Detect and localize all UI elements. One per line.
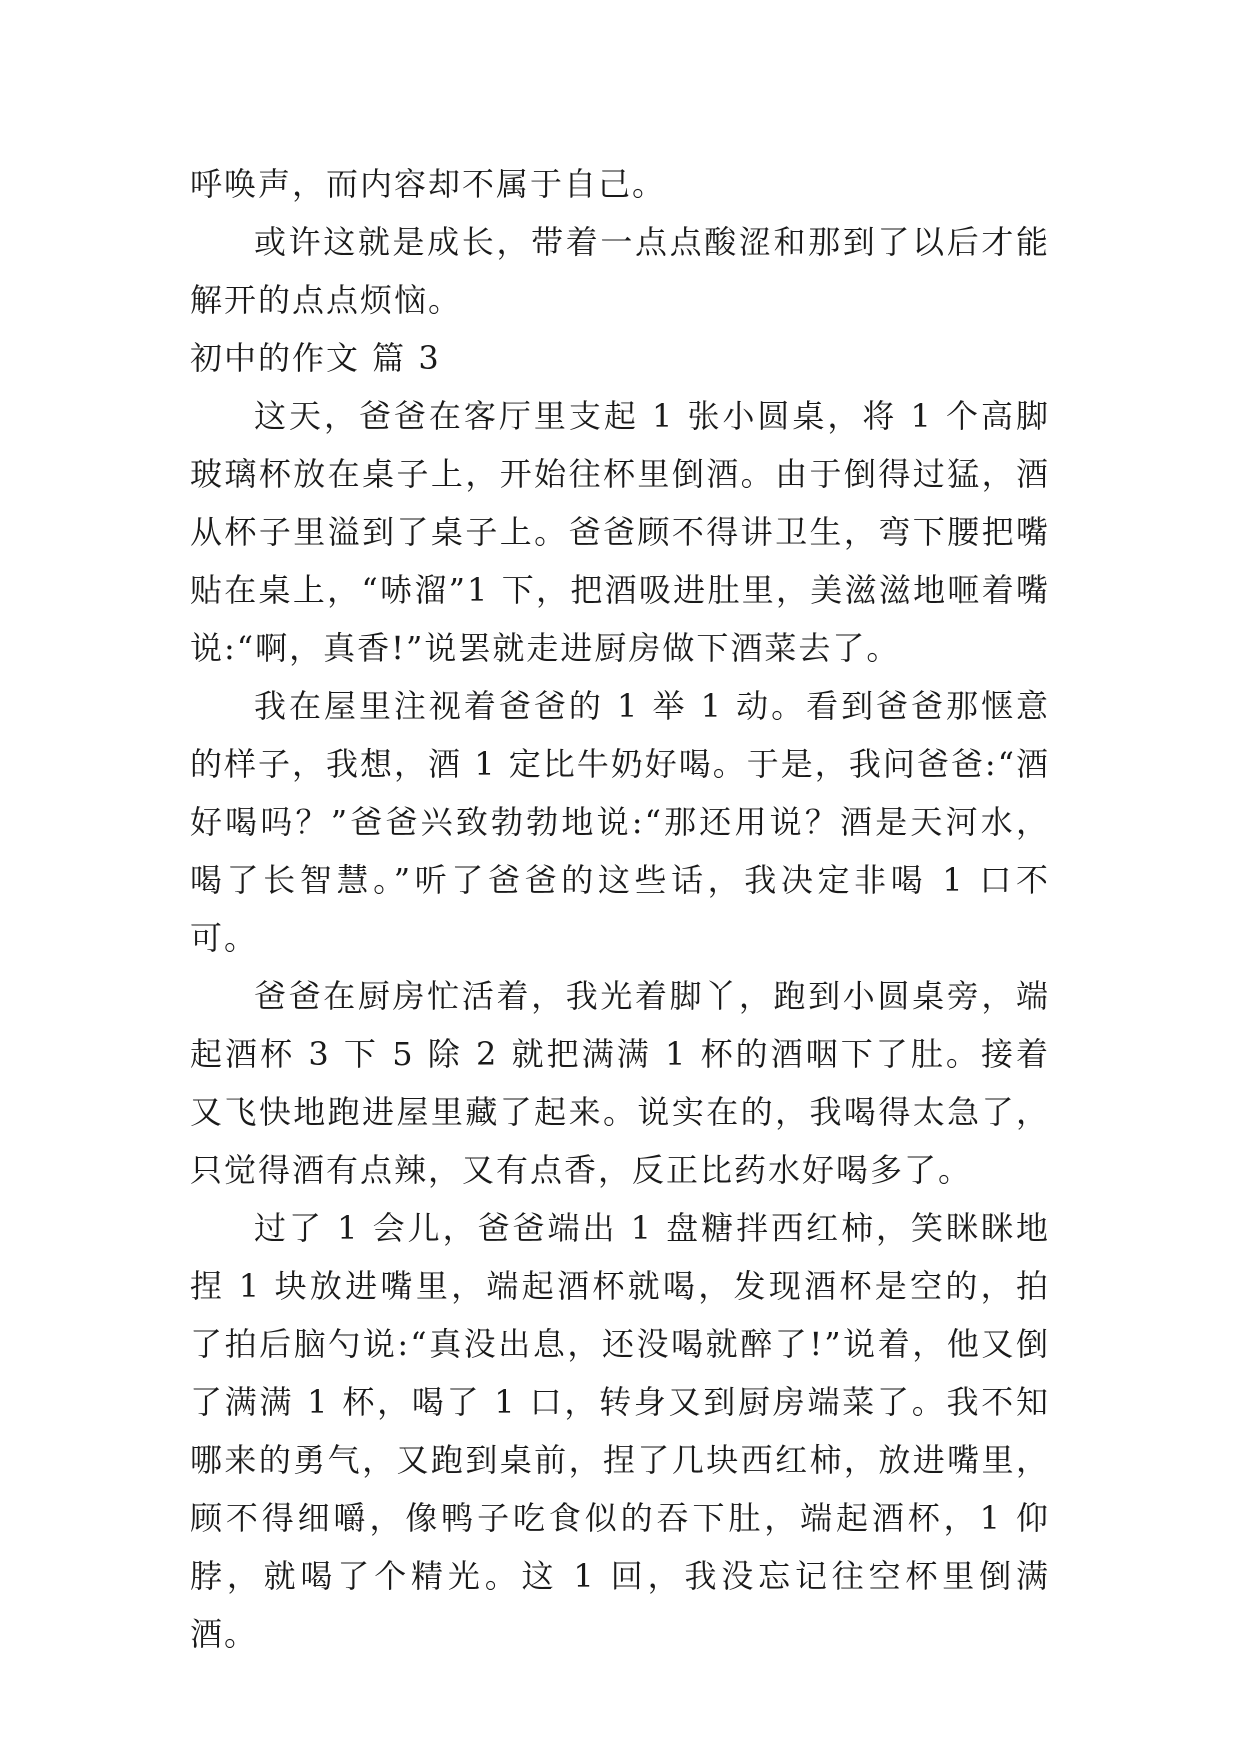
paragraph: 或许这就是成长，带着一点点酸涩和那到了以后才能解开的点点烦恼。 (190, 223, 1050, 319)
paragraph-continuation: 呼唤声，而内容却不属于自己。 (190, 165, 667, 203)
section-heading: 初中的作文 篇 3 (190, 339, 441, 377)
paragraph: 这天，爸爸在客厅里支起 1 张小圆桌，将 1 个高脚玻璃杯放在桌子上，开始往杯里倒酒。由于倒得过猛，酒从杯子里溢到了桌子上。爸爸顾不得讲卫生，弯下腰把嘴贴在桌上，“哧溜”1 下，把酒吸进肚里，美滋滋地咂着嘴说:“啊，真香!”说罢就走进厨房做下酒菜去了。 (190, 397, 1050, 667)
document-body (190, 155, 1050, 1663)
paragraph: 爸爸在厨房忙活着，我光着脚丫，跑到小圆桌旁，端起酒杯 3 下 5 除 2 就把满满 1 杯的酒咽下了肚。接着又飞快地跑进屋里藏了起来。说实在的，我喝得太急了，只觉得酒有点辣，又有点香，反正比药水好喝多了。 (190, 977, 1050, 1189)
paragraph: 我在屋里注视着爸爸的 1 举 1 动。看到爸爸那惬意的样子，我想，酒 1 定比牛奶好喝。于是，我问爸爸:“酒好喝吗？”爸爸兴致勃勃地说:“那还用说？酒是天河水，喝了长智慧。”听了爸爸的这些话，我决定非喝 1 口不可。 (190, 687, 1050, 957)
paragraph: 过了 1 会儿，爸爸端出 1 盘糖拌西红柿，笑眯眯地捏 1 块放进嘴里，端起酒杯就喝，发现酒杯是空的，拍了拍后脑勺说:“真没出息，还没喝就醉了!”说着，他又倒了满满 1 杯，喝了 1 口，转身又到厨房端菜了。我不知哪来的勇气，又跑到桌前，捏了几块西红柿，放进嘴里，顾不得细嚼，像鸭子吃食似的吞下肚，端起酒杯，1 仰脖，就喝了个精光。这 1 回，我没忘记往空杯里倒满酒。 (190, 1209, 1050, 1653)
